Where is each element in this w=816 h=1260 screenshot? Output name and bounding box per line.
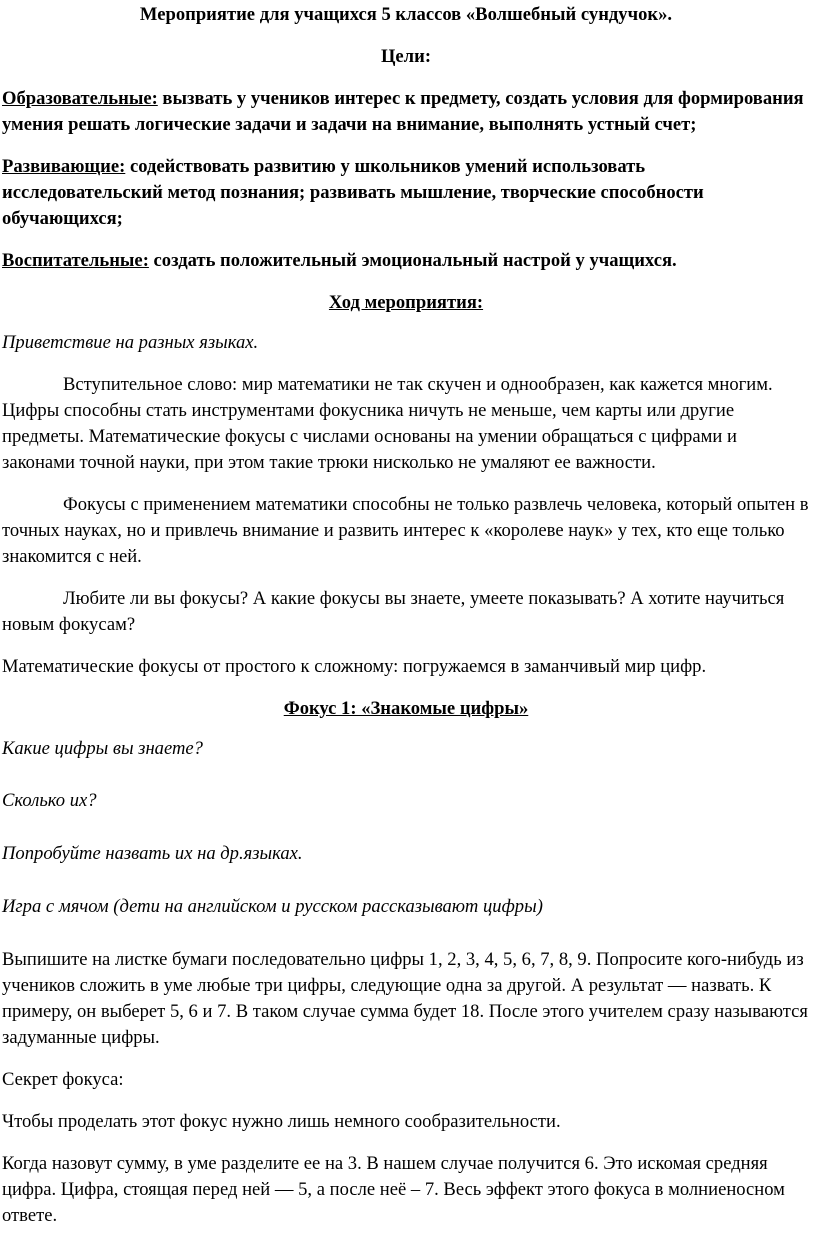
secret-paragraph-2: Когда назовут сумму, в уме разделите ее на 3. В нашем случае получится 6. Это искомая средняя цифра. Цифра, стоящая перед ней — 5, а после неё – 7. Весь эффект этого фокуса в молниеносном ответе. xyxy=(2,1153,785,1226)
question-1: Какие цифры вы знаете? xyxy=(2,738,203,759)
intro-paragraph-4: Математические фокусы от простого к сложному: погружаемся в заманчивый мир цифр. xyxy=(2,656,707,677)
goal-upbringing xyxy=(2,248,810,274)
goals-heading: Цели: xyxy=(380,46,432,67)
goal-educational-text: вызвать у учеников интерес к предмету, создать условия для формирования умения решать логические задачи и задачи на внимание, выполнять устный счет; xyxy=(2,88,804,135)
document-page xyxy=(0,2,810,1229)
question-2: Сколько их? xyxy=(2,790,97,811)
question-4: Игра с мячом (дети на английском и русском рассказывают цифры) xyxy=(2,896,543,917)
goal-developmental-text: содействовать развитию у школьников умений использовать исследовательский метод познания; развивать мышление, творческие способности обучающихся; xyxy=(2,156,704,229)
intro-paragraph-1: Вступительное слово: мир математики не так скучен и однообразен, как кажется многим. Цифры способны стать инструментами фокусника ничуть не меньше, чем карты или другие предметы. Математические фокусы с числами основаны на умении обращаться с цифрами и законами точной науки, при этом такие трюки нисколько не умаляют ее важности. xyxy=(2,374,773,473)
goal-upbringing-text: создать положительный эмоциональный настрой у учащихся. xyxy=(148,250,677,271)
goal-educational-label: Образовательные: xyxy=(2,88,158,109)
trick1-description: Выпишите на листке бумаги последовательно цифры 1, 2, 3, 4, 5, 6, 7, 8, 9. Попросите кого-нибудь из учеников сложить в уме любые три цифры, следующие одна за другой. А результат — назвать. К примеру, он выберет 5, 6 и 7. В таком случае сумма будет 18. После этого учителем сразу называются задуманные цифры. xyxy=(2,949,808,1048)
goal-educational xyxy=(2,86,810,138)
intro-paragraph-2: Фокусы с применением математики способны не только развлечь человека, который опытен в точных науках, но и привлечь внимание и развить интерес к «королеве наук» у тех, кто еще только знакомится с ней. xyxy=(2,494,809,567)
document-title: Мероприятие для учащихся 5 классов «Волшебный сундучок». xyxy=(139,4,673,25)
goal-upbringing-label: Воспитательные: xyxy=(2,250,149,271)
course-heading: Ход мероприятия: xyxy=(328,292,484,313)
secret-label: Секрет фокуса: xyxy=(2,1069,124,1090)
goal-developmental xyxy=(2,154,810,232)
greeting-text: Приветствие на разных языках. xyxy=(2,332,259,353)
trick1-heading: Фокус 1: «Знакомые цифры» xyxy=(283,698,529,719)
intro-paragraph-3: Любите ли вы фокусы? А какие фокусы вы знаете, умеете показывать? А хотите научиться новым фокусам? xyxy=(2,588,785,635)
secret-paragraph-1: Чтобы проделать этот фокус нужно лишь немного сообразительности. xyxy=(2,1111,561,1132)
goal-developmental-label: Развивающие: xyxy=(2,156,126,177)
question-3: Попробуйте назвать их на др.языках. xyxy=(2,843,303,864)
